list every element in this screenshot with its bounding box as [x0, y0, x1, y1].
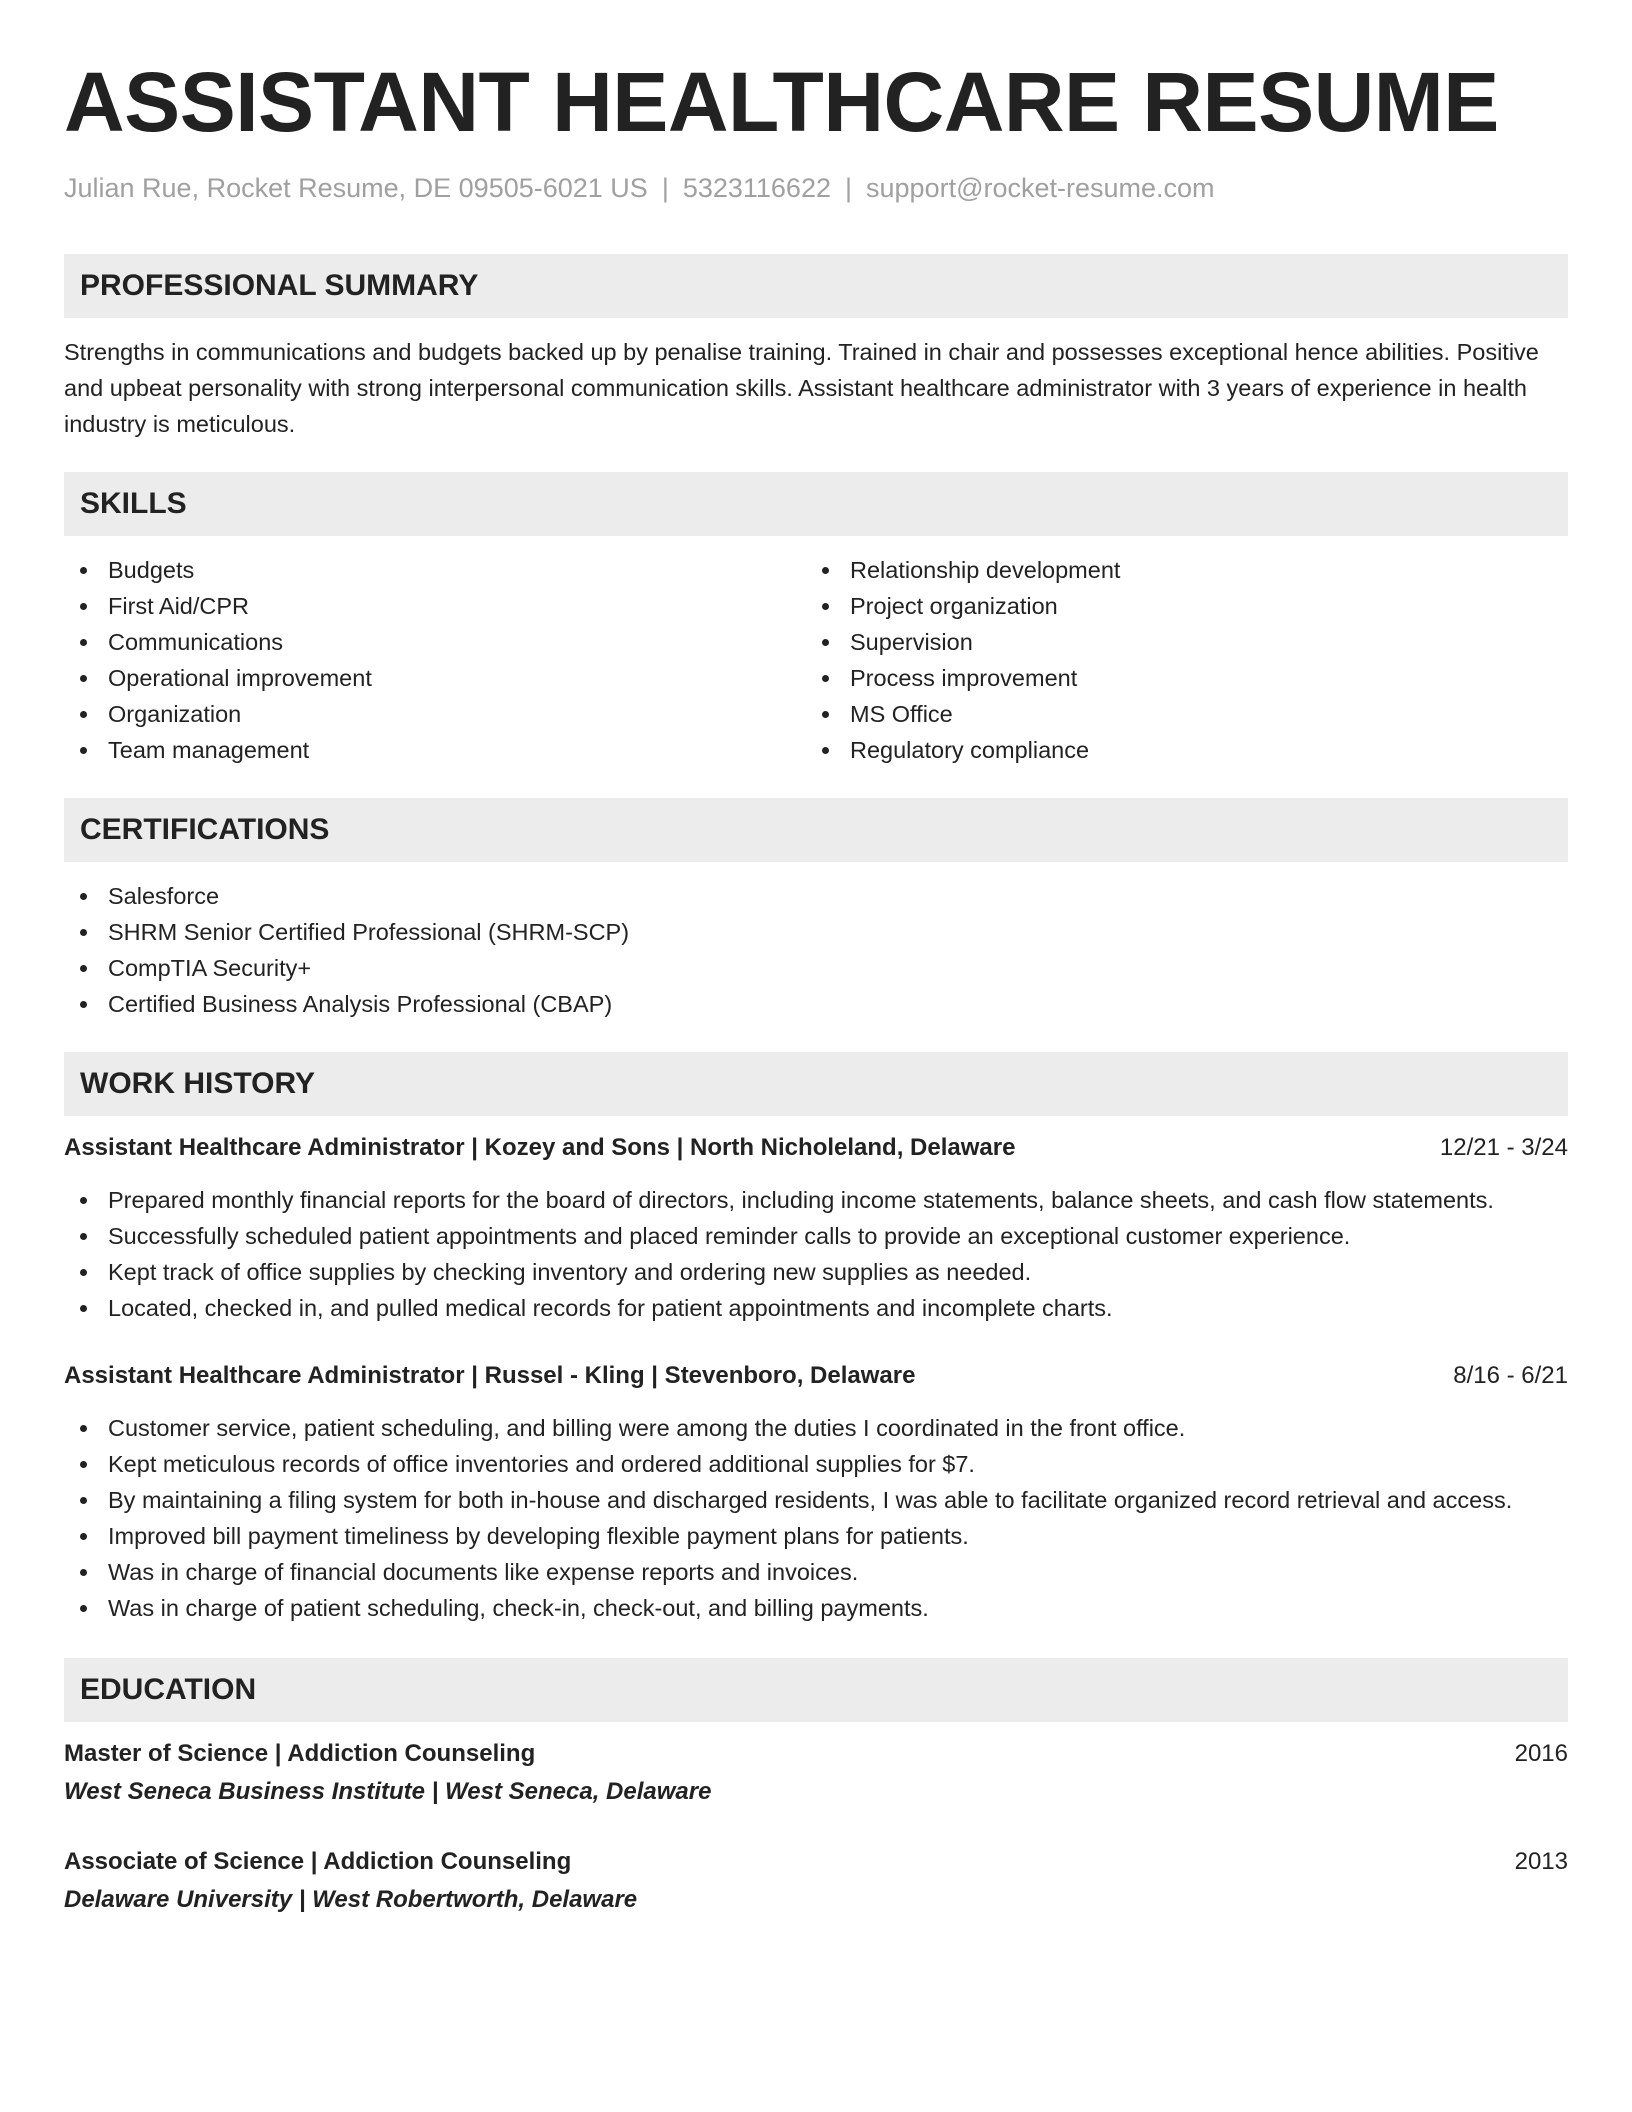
summary-text: Strengths in communications and budgets backed up by penalise training. Trained in chair and possesses exceptional hence abilities. Positive and upbeat personality with strong interpersonal communication skills. Assistant healthcare administrator with 3 years of experience in health industry is meticulous.	[64, 339, 1539, 437]
job-duty: Prepared monthly financial reports for the board of directors, including income statements, balance sheets, and cash flow statements.	[64, 1182, 1568, 1218]
job-duty: By maintaining a filing system for both in-house and discharged residents, I was able to facilitate organized record retrieval and access.	[64, 1482, 1568, 1518]
job-title: Assistant Healthcare Administrator | Kozey and Sons | North Nicholeland, Delaware	[64, 1134, 1016, 1161]
contact-separator: |	[661, 173, 669, 203]
education-school: Delaware University | West Robertworth, Delaware	[64, 1886, 638, 1913]
skill-item: MS Office	[806, 696, 1548, 732]
job-dates: 12/21 - 3/24	[1439, 1134, 1568, 1161]
job-duty: Located, checked in, and pulled medical records for patient appointments and incomplete charts.	[64, 1290, 1568, 1326]
education-degree: Associate of Science | Addiction Counseling	[64, 1848, 572, 1875]
education-degree: Master of Science | Addiction Counseling	[64, 1740, 536, 1767]
skill-item: Team management	[64, 732, 806, 768]
education-year: 2016	[1514, 1740, 1568, 1767]
skill-item: Operational improvement	[64, 660, 806, 696]
work-history-heading: WORK HISTORY	[64, 1052, 1568, 1116]
job-entry	[64, 1130, 1568, 1326]
certification-item: Certified Business Analysis Professional (CBAP)	[64, 986, 1568, 1022]
job-duties	[64, 1182, 1568, 1326]
skill-item: Process improvement	[806, 660, 1548, 696]
education-header	[64, 1736, 1568, 1772]
education-year: 2013	[1514, 1848, 1568, 1875]
skills-heading: SKILLS	[64, 472, 1568, 536]
skills-grid	[64, 552, 1568, 768]
education-entry	[64, 1736, 1568, 1810]
skill-item: Budgets	[64, 552, 806, 588]
contact-address: Julian Rue, Rocket Resume, DE 09505-6021 US	[64, 173, 648, 203]
certification-item: CompTIA Security+	[64, 950, 1568, 986]
skill-item: Relationship development	[806, 552, 1548, 588]
education-header	[64, 1844, 1568, 1880]
skill-item: First Aid/CPR	[64, 588, 806, 624]
contact-line	[64, 170, 1568, 206]
summary-heading: PROFESSIONAL SUMMARY	[64, 254, 1568, 318]
skills-list-right	[806, 552, 1548, 768]
certification-item: Salesforce	[64, 878, 1568, 914]
certification-item: SHRM Senior Certified Professional (SHRM-SCP)	[64, 914, 1568, 950]
skill-item: Communications	[64, 624, 806, 660]
skill-item: Project organization	[806, 588, 1548, 624]
contact-phone: 5323116622	[682, 173, 831, 203]
contact-separator: |	[845, 173, 853, 203]
job-entry	[64, 1358, 1568, 1626]
job-dates: 8/16 - 6/21	[1453, 1362, 1568, 1389]
skill-item: Regulatory compliance	[806, 732, 1548, 768]
certifications-list	[64, 878, 1568, 1022]
job-header	[64, 1358, 1568, 1394]
skills-list-left	[64, 552, 806, 768]
job-duty: Successfully scheduled patient appointments and placed reminder calls to provide an exceptional customer experience.	[64, 1218, 1568, 1254]
education-heading: EDUCATION	[64, 1658, 1568, 1722]
job-duty: Was in charge of patient scheduling, check-in, check-out, and billing payments.	[64, 1590, 1568, 1626]
resume-title: ASSISTANT HEALTHCARE RESUME	[64, 55, 1499, 149]
certifications-heading: CERTIFICATIONS	[64, 798, 1568, 862]
job-header	[64, 1130, 1568, 1166]
contact-email: support@rocket-resume.com	[866, 173, 1215, 203]
job-title: Assistant Healthcare Administrator | Russel - Kling | Stevenboro, Delaware	[64, 1362, 916, 1389]
job-duty: Improved bill payment timeliness by developing flexible payment plans for patients.	[64, 1518, 1568, 1554]
job-duty: Was in charge of financial documents like expense reports and invoices.	[64, 1554, 1568, 1590]
education-school: West Seneca Business Institute | West Seneca, Delaware	[64, 1778, 712, 1805]
skill-item: Supervision	[806, 624, 1548, 660]
education-entry	[64, 1844, 1568, 1918]
job-duty: Kept track of office supplies by checking inventory and ordering new supplies as needed.	[64, 1254, 1568, 1290]
skill-item: Organization	[64, 696, 806, 732]
job-duty: Customer service, patient scheduling, and billing were among the duties I coordinated in the front office.	[64, 1410, 1568, 1446]
job-duties	[64, 1410, 1568, 1626]
job-duty: Kept meticulous records of office inventories and ordered additional supplies for $7.	[64, 1446, 1568, 1482]
